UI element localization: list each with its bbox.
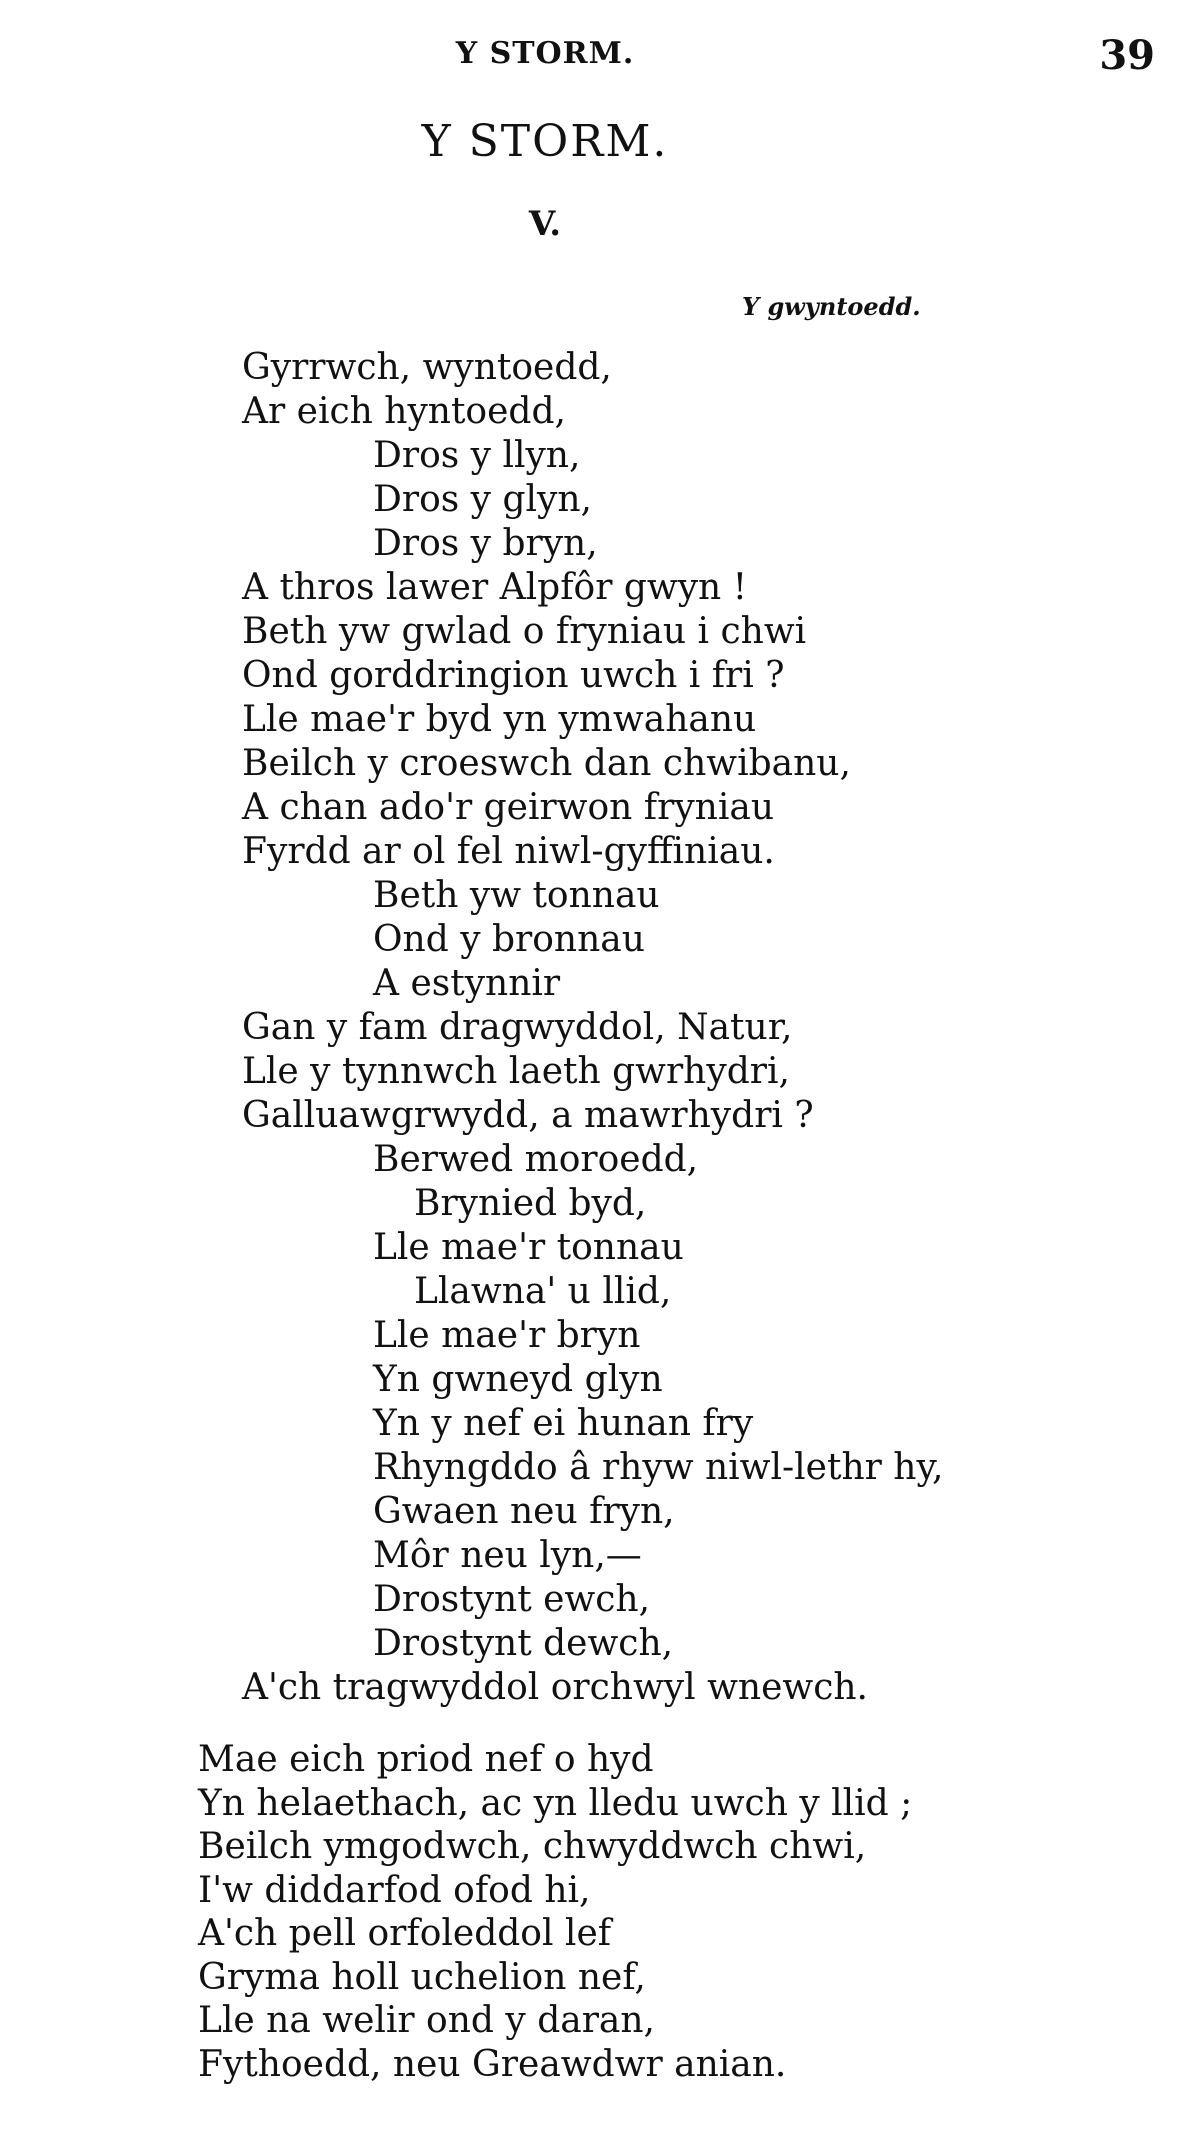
verse-line: Lle mae'r tonnau xyxy=(373,1227,684,1268)
verse-line: A thros lawer Alpfôr gwyn ! xyxy=(242,567,748,608)
running-title: Y STORM. xyxy=(455,36,635,71)
verse-line: Beth yw tonnau xyxy=(373,875,660,916)
verse-line: A chan ado'r geirwon fryniau xyxy=(242,787,775,828)
verse-line: Llawna' u llid, xyxy=(414,1271,672,1312)
stanza-1 xyxy=(0,346,943,1710)
verse-line: A'ch tragwyddol orchwyl wnewch. xyxy=(242,1667,868,1708)
poem-title: Y STORM. xyxy=(421,116,669,167)
verse-line: Gan y fam dragwyddol, Natur, xyxy=(242,1007,793,1048)
verse-line: Ond gorddringion uwch i fri ? xyxy=(242,655,785,696)
speaker-label: Y gwyntoedd. xyxy=(742,292,921,321)
verse-line: Rhyngddo â rhyw niwl-lethr hy, xyxy=(373,1447,944,1488)
verse-line: Gwaen neu fryn, xyxy=(373,1491,675,1532)
verse-line: Yn y nef ei hunan fry xyxy=(373,1403,754,1444)
verse-line: Yn gwneyd glyn xyxy=(373,1359,663,1400)
verse-line: Fythoedd, neu Greawdwr anian. xyxy=(198,2043,787,2085)
verse-line: Dros y bryn, xyxy=(373,523,598,564)
verse-line: A'ch pell orfoleddol lef xyxy=(198,1913,612,1954)
verse-line: Beth yw gwlad o fryniau i chwi xyxy=(242,611,807,652)
verse-line: Lle mae'r bryn xyxy=(373,1315,641,1356)
verse-line: Brynied byd, xyxy=(414,1183,647,1224)
verse-line: Gryma holl uchelion nef, xyxy=(198,1956,646,1998)
page-number: 39 xyxy=(1099,32,1155,79)
verse-line: Môr neu lyn,— xyxy=(373,1535,642,1576)
verse-line: Drostynt ewch, xyxy=(373,1579,651,1620)
verse-line: Drostynt dewch, xyxy=(373,1623,674,1664)
verse-line: I'w diddarfod ofod hi, xyxy=(198,1869,591,1911)
verse-line: Fyrdd ar ol fel niwl-gyffiniau. xyxy=(242,831,775,872)
verse-line: Lle mae'r byd yn ymwahanu xyxy=(242,699,757,740)
verse-line: Lle na welir ond y daran, xyxy=(198,2000,655,2041)
verse-line: Lle y tynnwch laeth gwrhydri, xyxy=(242,1051,790,1092)
verse-line: Ar eich hyntoedd, xyxy=(242,391,566,432)
verse-line: Dros y glyn, xyxy=(373,479,592,520)
part-number: V. xyxy=(528,204,562,244)
verse-line: Beilch y croeswch dan chwibanu, xyxy=(242,743,851,784)
verse-line: A estynnir xyxy=(373,963,561,1004)
verse-line: Yn helaethach, ac yn lledu uwch y llid ; xyxy=(198,1782,913,1824)
verse-line: Ond y bronnau xyxy=(373,919,645,960)
verse-line: Galluawgrwydd, a mawrhydri ? xyxy=(242,1095,814,1136)
verse-line: Gyrrwch, wyntoedd, xyxy=(242,347,612,388)
verse-line: Berwed moroedd, xyxy=(373,1139,699,1180)
stanza-2 xyxy=(0,1738,912,2086)
verse-line: Beilch ymgodwch, chwyddwch chwi, xyxy=(198,1826,867,1867)
verse-line: Dros y llyn, xyxy=(373,435,581,476)
verse-line: Mae eich priod nef o hyd xyxy=(198,1739,654,1780)
